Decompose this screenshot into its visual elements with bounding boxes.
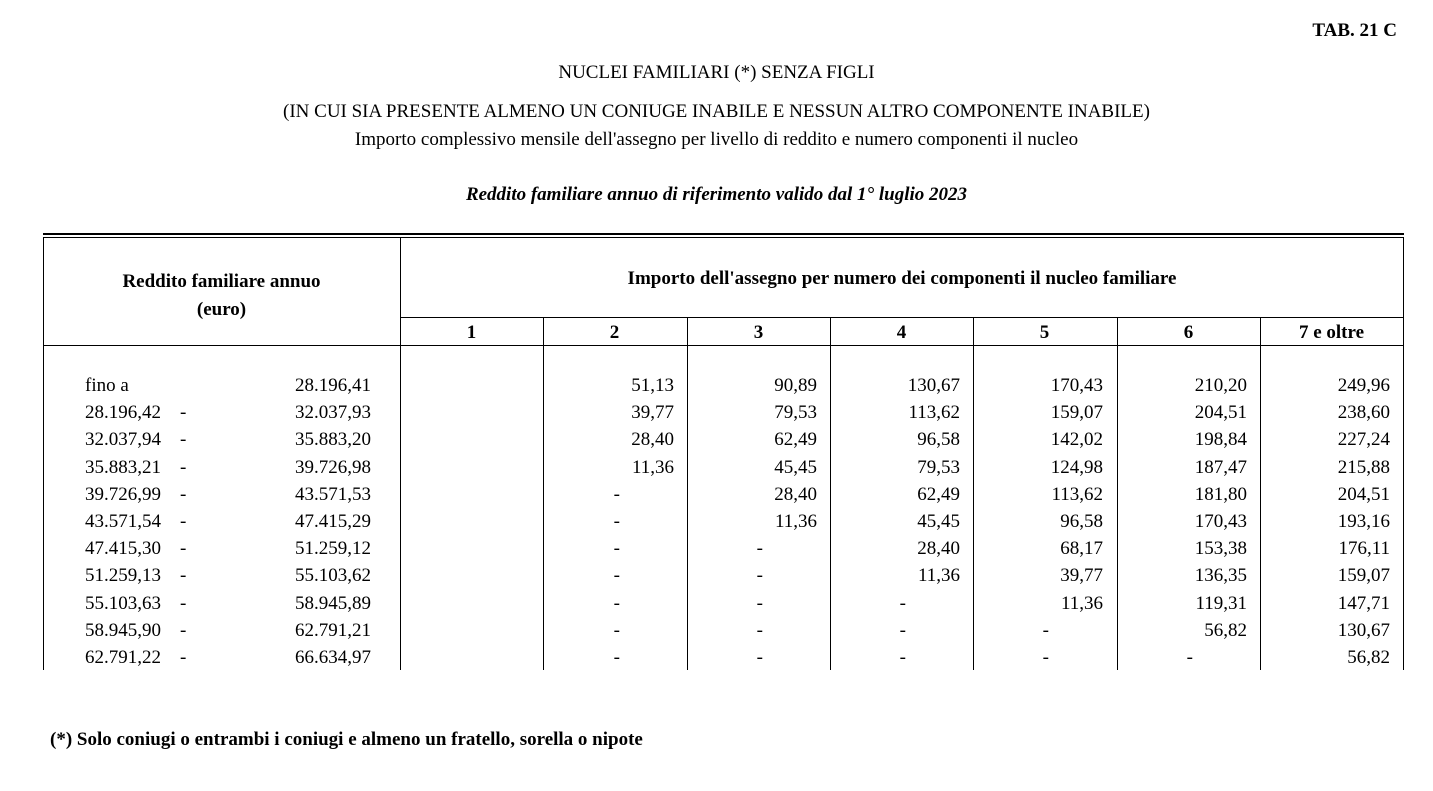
income-from: 58.945,90 — [85, 620, 161, 641]
reference-period: Reddito familiare annuo di riferimento valido dal 1° luglio 2023 — [465, 184, 968, 205]
amount-cell: - — [613, 511, 620, 532]
income-range-separator: - — [180, 538, 187, 559]
income-range-separator: - — [180, 647, 187, 668]
amount-cell: 28,40 — [917, 538, 960, 559]
amount-cell: 11,36 — [917, 565, 960, 586]
income-to: 62.791,21 — [295, 620, 371, 641]
table-row — [43, 593, 1404, 620]
table-top-rule — [43, 233, 1404, 235]
amount-cell: 45,45 — [774, 457, 817, 478]
amount-cell: 56,82 — [1347, 647, 1390, 668]
amount-cell: 170,43 — [1050, 375, 1103, 396]
amount-cell: - — [899, 593, 906, 614]
amount-cell: 193,16 — [1337, 511, 1390, 532]
amount-cell: 181,80 — [1194, 484, 1247, 505]
amount-cell: - — [613, 647, 620, 668]
income-to: 47.415,29 — [295, 511, 371, 532]
amount-cell: 198,84 — [1194, 429, 1247, 450]
amount-cell: - — [613, 538, 620, 559]
amount-cell: - — [613, 565, 620, 586]
allowance-table — [43, 233, 1404, 670]
amount-cell: 153,38 — [1194, 538, 1247, 559]
income-range-separator: - — [180, 620, 187, 641]
amount-cell: 96,58 — [1060, 511, 1103, 532]
income-range-separator: - — [180, 402, 187, 423]
income-from: 55.103,63 — [85, 593, 161, 614]
amount-cell: 113,62 — [908, 402, 960, 423]
income-from: 28.196,42 — [85, 402, 161, 423]
income-from: 39.726,99 — [85, 484, 161, 505]
amount-cell: 11,36 — [631, 457, 674, 478]
income-from: 35.883,21 — [85, 457, 161, 478]
amount-cell: 227,24 — [1337, 429, 1390, 450]
amount-cell: 62,49 — [774, 429, 817, 450]
amount-cell: 39,77 — [631, 402, 674, 423]
amount-cell: - — [613, 620, 620, 641]
column-header-1: 1 — [466, 322, 477, 343]
amount-cell: 124,98 — [1050, 457, 1103, 478]
amount-cell: 147,71 — [1337, 593, 1390, 614]
table-row — [43, 429, 1404, 456]
amount-cell: 79,53 — [774, 402, 817, 423]
amount-cell: 90,89 — [774, 375, 817, 396]
income-from: 51.259,13 — [85, 565, 161, 586]
amount-cell: - — [756, 647, 763, 668]
table-row — [43, 647, 1404, 674]
income-to: 43.571,53 — [295, 484, 371, 505]
amount-cell: 159,07 — [1337, 565, 1390, 586]
column-header-3: 3 — [753, 322, 764, 343]
income-range-separator: - — [180, 457, 187, 478]
income-to: 35.883,20 — [295, 429, 371, 450]
income-from: 43.571,54 — [85, 511, 161, 532]
income-from: 32.037,94 — [85, 429, 161, 450]
amount-cell: 11,36 — [774, 511, 817, 532]
footnote: (*) Solo coniugi o entrambi i coniugi e almeno un fratello, sorella o nipote — [50, 729, 643, 750]
table-row — [43, 457, 1404, 484]
amount-cell: - — [1186, 647, 1193, 668]
column-header-4: 4 — [896, 322, 907, 343]
income-from: 62.791,22 — [85, 647, 161, 668]
income-to: 55.103,62 — [295, 565, 371, 586]
table-row — [43, 565, 1404, 592]
amount-cell: 187,47 — [1194, 457, 1247, 478]
amount-cell: 210,20 — [1194, 375, 1247, 396]
document-title: NUCLEI FAMILIARI (*) SENZA FIGLI — [558, 62, 875, 83]
column-header-5: 5 — [1039, 322, 1050, 343]
amount-cell: - — [899, 620, 906, 641]
income-to: 39.726,98 — [295, 457, 371, 478]
amount-cell: - — [756, 620, 763, 641]
amount-cell: - — [1042, 620, 1049, 641]
amount-cell: - — [899, 647, 906, 668]
amount-cell: - — [756, 538, 763, 559]
income-to: 32.037,93 — [295, 402, 371, 423]
amount-cell: - — [613, 484, 620, 505]
income-header-unit: (euro) — [196, 299, 247, 320]
amount-cell: 238,60 — [1337, 402, 1390, 423]
amount-cell: 170,43 — [1194, 511, 1247, 532]
amount-header: Importo dell'assegno per numero dei componenti il nucleo familiare — [627, 268, 1177, 289]
amount-cell: 79,53 — [917, 457, 960, 478]
column-header-7: 7 e oltre — [1298, 322, 1365, 343]
amount-cell: 159,07 — [1050, 402, 1103, 423]
document-subtitle: (IN CUI SIA PRESENTE ALMENO UN CONIUGE INABILE E NESSUN ALTRO COMPONENTE INABILE) — [283, 101, 1150, 122]
amount-cell: 68,17 — [1060, 538, 1103, 559]
income-header-label: Reddito familiare annuo — [122, 271, 321, 292]
amount-cell: 28,40 — [631, 429, 674, 450]
amount-cell: 142,02 — [1050, 429, 1103, 450]
amount-cell: 130,67 — [907, 375, 960, 396]
income-to: 66.634,97 — [295, 647, 371, 668]
document-description: Importo complessivo mensile dell'assegno per livello di reddito e numero componenti il nucleo — [354, 129, 1079, 150]
table-row — [43, 375, 1404, 402]
amount-cell: - — [1042, 647, 1049, 668]
amount-cell: 249,96 — [1337, 375, 1390, 396]
income-to: 28.196,41 — [295, 375, 371, 396]
income-range-separator: - — [180, 429, 187, 450]
amount-cell: 51,13 — [631, 375, 674, 396]
income-range-separator: - — [180, 484, 187, 505]
amount-cell: 176,11 — [1338, 538, 1390, 559]
table-row — [43, 484, 1404, 511]
column-header-6: 6 — [1183, 322, 1194, 343]
table-row — [43, 538, 1404, 565]
income-to: 51.259,12 — [295, 538, 371, 559]
amount-cell: 28,40 — [774, 484, 817, 505]
amount-cell: 113,62 — [1051, 484, 1103, 505]
income-header — [43, 268, 400, 324]
income-range-separator: - — [180, 565, 187, 586]
amount-cell: 39,77 — [1060, 565, 1103, 586]
table-top-rule-thin — [43, 237, 1404, 238]
amount-cell: 130,67 — [1337, 620, 1390, 641]
amount-cell: 204,51 — [1194, 402, 1247, 423]
income-to: 58.945,89 — [295, 593, 371, 614]
amount-cell: - — [613, 593, 620, 614]
amount-cell: 62,49 — [917, 484, 960, 505]
amount-cell: 11,36 — [1060, 593, 1103, 614]
income-range-separator: - — [180, 511, 187, 532]
income-from: fino a — [85, 375, 129, 396]
table-row — [43, 620, 1404, 647]
column-header-2: 2 — [609, 322, 620, 343]
amount-cell: 45,45 — [917, 511, 960, 532]
amount-cell: 204,51 — [1337, 484, 1390, 505]
amount-cell: - — [756, 593, 763, 614]
amount-cell: 215,88 — [1337, 457, 1390, 478]
income-from: 47.415,30 — [85, 538, 161, 559]
amount-cell: 119,31 — [1195, 593, 1247, 614]
amount-cell: 56,82 — [1204, 620, 1247, 641]
income-range-separator: - — [180, 593, 187, 614]
amount-cell: 136,35 — [1194, 565, 1247, 586]
table-code: TAB. 21 C — [1312, 20, 1397, 41]
amount-cell: - — [756, 565, 763, 586]
header-bottom-rule — [43, 345, 1404, 346]
amount-cell: 96,58 — [917, 429, 960, 450]
table-row — [43, 511, 1404, 538]
header-divider — [400, 317, 1404, 318]
table-row — [43, 402, 1404, 429]
